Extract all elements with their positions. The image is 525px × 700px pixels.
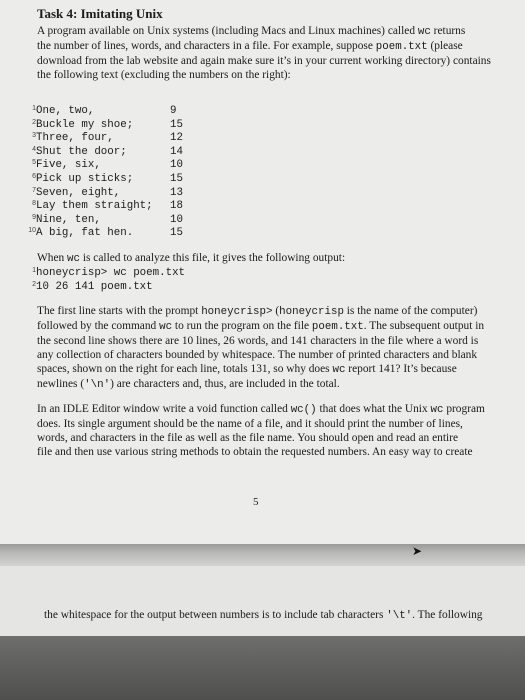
- page-number: 5: [253, 496, 259, 508]
- line-number: 9: [32, 213, 36, 221]
- output-intro-text: When wc is called to analyze this file, it gives the following output:: [37, 252, 346, 265]
- code-text: honeycrisp> wc poem.txt: [36, 267, 186, 279]
- line-number: 5: [32, 159, 36, 167]
- text-line: In an IDLE Editor window write a void function called wc() that does what the Unix wc program: [37, 403, 485, 416]
- text-line: followed by the command wc to run the program on the file poem.txt. The subsequent output in: [37, 320, 485, 333]
- text-line: spaces, shown on the right for each line, totals 131, so why does wc report 141? It’s because: [37, 363, 457, 376]
- char-count: 12: [170, 132, 183, 145]
- task-title: Task 4: Imitating Unix: [37, 6, 163, 21]
- line-number: 4: [32, 145, 36, 153]
- text-line: A program available on Unix systems (including Macs and Linux machines) called wc returns: [37, 25, 466, 38]
- code-text: Nine, ten,: [36, 213, 101, 226]
- char-count: 15: [170, 173, 183, 185]
- code-text: Five, six,: [36, 159, 101, 172]
- char-count: 15: [170, 118, 183, 131]
- line-number: 2: [32, 118, 36, 126]
- text-line: the number of lines, words, and characters in a file. For example, suppose poem.txt (please: [37, 40, 463, 53]
- code-text: Seven, eight,: [36, 186, 121, 199]
- text-line: the second line shows there are 10 lines, 26 words, and 141 characters in the file where a word is: [37, 335, 479, 347]
- line-number: 7: [32, 186, 36, 194]
- text-line: newlines ('\n') are characters and, thus, are included in the total.: [37, 378, 340, 391]
- explanation-paragraph: [37, 304, 484, 392]
- text-line: words, and characters in the file as well as the file name. You should open and read an entire: [37, 432, 459, 444]
- code-text: Pick up sticks;: [36, 173, 134, 185]
- char-count: 13: [170, 186, 183, 199]
- code-text: Buckle my shoe;: [36, 118, 134, 131]
- char-count: 14: [170, 145, 183, 158]
- text-line: The first line starts with the prompt honeycrisp> (honeycrisp is the name of the computer): [37, 305, 478, 318]
- line-number: 10: [28, 227, 36, 235]
- char-count: 10: [170, 159, 183, 172]
- photo-shadow-area: [0, 636, 525, 700]
- char-count: 15: [170, 227, 183, 240]
- document-page-bottom: [0, 566, 525, 636]
- cursor-arrow-icon: ➤: [412, 544, 423, 558]
- intro-paragraph: [37, 24, 491, 82]
- line-number: 1: [32, 105, 36, 112]
- code-text: Lay them straight;: [36, 200, 153, 213]
- text-line: download from the lab website and again make sure it’s in your current working directory) contains: [37, 55, 491, 67]
- next-page-text: the whitespace for the output between numbers is to include tab characters '\t'. The following: [44, 609, 483, 622]
- char-count: 9: [170, 105, 177, 117]
- code-text: Three, four,: [36, 132, 114, 145]
- line-number: 2: [32, 280, 36, 288]
- code-text: Shut the door;: [36, 145, 127, 158]
- page-gap: [0, 544, 525, 566]
- line-number: 6: [32, 173, 36, 180]
- code-text: One, two,: [36, 105, 95, 117]
- line-number: 3: [32, 132, 36, 140]
- idle-instructions-paragraph: [37, 402, 485, 459]
- code-text: A big, fat hen.: [36, 227, 134, 240]
- text-line: file and then use various string methods to obtain the requested numbers. An easy way to create: [37, 446, 473, 458]
- line-number: 1: [32, 267, 36, 274]
- text-line: the following text (excluding the numbers on the right):: [37, 69, 291, 81]
- char-count: 10: [170, 213, 183, 226]
- text-line: any collection of characters bounded by whitespace. The number of printed characters and blank: [37, 349, 478, 361]
- code-text: 10 26 141 poem.txt: [36, 280, 153, 293]
- line-number: 8: [32, 200, 36, 208]
- char-count: 18: [170, 200, 183, 213]
- text-line: does. Its single argument should be the name of a file, and it should print the number of lines,: [37, 418, 463, 430]
